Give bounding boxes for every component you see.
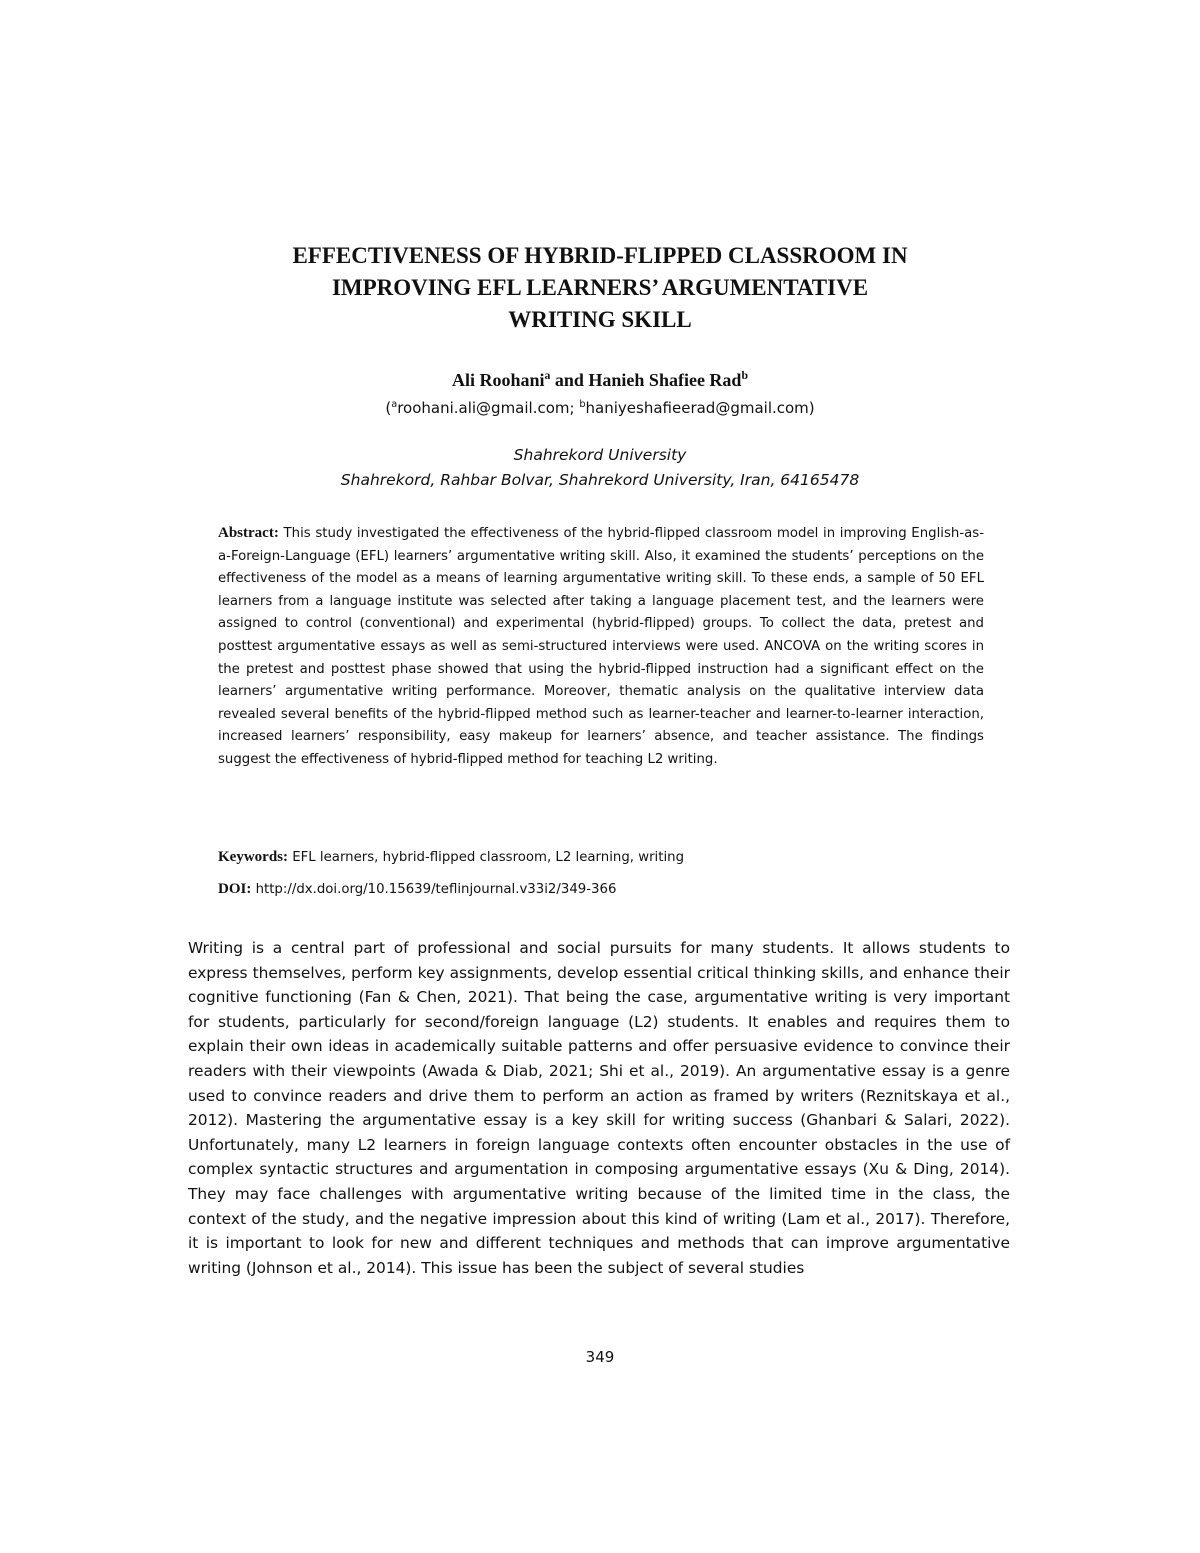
affiliation-address: Shahrekord, Rahbar Bolvar, Shahrekord University, Iran, 64165478 (340, 471, 860, 489)
body-paragraph: Writing is a central part of professional and social pursuits for many students. It allows students to express themselves, perform key assignments, develop essential critical thinking skills, and enhance their cognitive functioning (Fan & Chen, 2021). That being the case, argumentative writing is very important for students, particularly for second/foreign language (L2) students. It enables and requires them to explain their own ideas in academically suitable patterns and offer persuasive evidence to convince their readers with their viewpoints (Awada & Diab, 2021; Shi et al., 2019). An argumentative essay is a genre used to convince readers and drive them to perform an action as framed by writers (Reznitskaya et al., 2012). Mastering the argumentative essay is a key skill for writing success (Ghanbari & Salari, 2022). Unfortunately, many L2 learners in foreign language contexts often encounter obstacles in the use of complex syntactic structures and argumentation in composing argumentative essays (Xu & Ding, 2014). They may face challenges with argumentative writing because of the limited time in the class, the context of the study, and the negative impression about this kind of writing (Lam et al., 2017). Therefore, it is important to look for new and different techniques and methods that can improve argumentative writing (Johnson et al., 2014). This issue has been the subject of several studies (188, 939, 1010, 1277)
title-line-1: EFFECTIVENESS OF HYBRID-FLIPPED CLASSROOM IN (292, 243, 908, 268)
author-emails (150, 397, 1050, 419)
doi (218, 878, 984, 901)
doi-link[interactable]: http://dx.doi.org/10.15639/teflinjournal.v33i2/349-366 (255, 882, 617, 897)
title-line-2: IMPROVING EFL LEARNERS’ ARGUMENTATIVE (331, 275, 869, 300)
author-connector: and (550, 370, 589, 390)
email-1: roohani.ali@gmail.com; (397, 399, 580, 417)
email-2: haniyeshafieerad@gmail.com (585, 399, 809, 417)
keywords-text: EFL learners, hybrid-flipped classroom, L2 learning, writing (292, 850, 685, 865)
author-affil-mark-a: a (544, 369, 551, 382)
email-paren-open: ( (385, 399, 392, 417)
abstract-label: Abstract: (218, 525, 279, 541)
paper-title (150, 240, 1050, 336)
keywords (218, 846, 984, 869)
email-paren-close: ) (808, 399, 815, 417)
author-line (150, 368, 1050, 392)
author-name-1: Ali Roohani (452, 370, 545, 390)
abstract (218, 522, 984, 772)
doi-label: DOI: (218, 881, 252, 897)
title-line-3: WRITING SKILL (508, 307, 692, 332)
affiliation-university: Shahrekord University (513, 446, 687, 464)
email-mark-b: b (579, 399, 586, 410)
email-mark-a: a (391, 399, 398, 410)
author-name-2: Hanieh Shafiee Rad (588, 370, 742, 390)
author-affil-mark-b: b (741, 369, 748, 382)
abstract-text: This study investigated the effectiveness of the hybrid-flipped classroom model in improving English-as-a-Foreign-Language (EFL) learners’ argumentative writing skill. Also, it examined the students’ perceptions on the effectiveness of the model as a means of learning argumentative writing skill. To these ends, a sample of 50 EFL learners from a language institute was selected after taking a language placement test, and the learners were assigned to control (conventional) and experimental (hybrid-flipped) groups. To collect the data, pretest and posttest argumentative essays as well as semi-structured interviews were used. ANCOVA on the writing scores in the pretest and posttest phase showed that using the hybrid-flipped instruction had a significant effect on the learners’ argumentative writing performance. Moreover, thematic analysis on the qualitative interview data revealed several benefits of the hybrid-flipped method such as learner-teacher and learner-to-learner interaction, increased learners’ responsibility, easy makeup for learners’ absence, and teacher assistance. The findings suggest the effectiveness of hybrid-flipped method for teaching L2 writing. (218, 526, 984, 767)
page-number: 349 (585, 1348, 615, 1366)
keywords-label: Keywords: (218, 849, 288, 865)
